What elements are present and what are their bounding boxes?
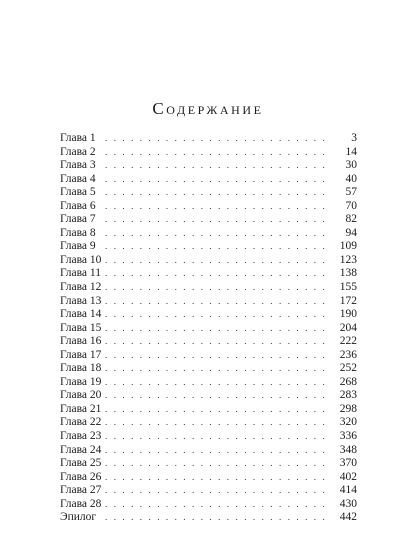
toc-entry-page-number: 155 bbox=[339, 281, 357, 294]
toc-entry[interactable] bbox=[60, 132, 357, 146]
toc-entry-page-number: 70 bbox=[345, 199, 357, 212]
table-of-contents bbox=[60, 132, 357, 525]
toc-entry-label: Глава 21 bbox=[60, 402, 102, 415]
toc-leader-dots bbox=[105, 308, 327, 322]
toc-entry[interactable] bbox=[60, 511, 357, 525]
toc-leader-dots bbox=[105, 335, 327, 349]
toc-entry-label: Глава 17 bbox=[60, 348, 102, 361]
toc-entry[interactable] bbox=[60, 159, 357, 173]
toc-entry-label: Глава 7 bbox=[60, 213, 96, 226]
toc-entry[interactable] bbox=[60, 457, 357, 471]
toc-leader-dots bbox=[105, 389, 327, 403]
toc-entry-page-number: 14 bbox=[345, 145, 357, 158]
toc-entry[interactable] bbox=[60, 403, 357, 417]
toc-entry-label: Глава 23 bbox=[60, 430, 102, 443]
toc-entry-label: Глава 15 bbox=[60, 321, 102, 334]
toc-leader-dots bbox=[105, 227, 327, 241]
toc-leader-dots bbox=[105, 213, 327, 227]
toc-leader-dots bbox=[105, 403, 327, 417]
toc-entry-page-number: 123 bbox=[339, 253, 357, 266]
toc-entry-label: Глава 28 bbox=[60, 497, 102, 510]
toc-entry-page-number: 57 bbox=[345, 186, 357, 199]
toc-entry[interactable] bbox=[60, 295, 357, 309]
toc-entry-label: Глава 25 bbox=[60, 457, 102, 470]
toc-entry-label: Глава 5 bbox=[60, 186, 96, 199]
toc-leader-dots bbox=[105, 132, 327, 146]
toc-entry-label: Глава 8 bbox=[60, 226, 96, 239]
toc-entry-label: Глава 11 bbox=[60, 267, 101, 280]
toc-entry-page-number: 442 bbox=[339, 511, 357, 524]
toc-entry-page-number: 298 bbox=[339, 402, 357, 415]
toc-entry[interactable] bbox=[60, 484, 357, 498]
toc-entry[interactable] bbox=[60, 254, 357, 268]
toc-entry-page-number: 320 bbox=[339, 416, 357, 429]
toc-entry-page-number: 30 bbox=[345, 159, 357, 172]
toc-entry-label: Глава 12 bbox=[60, 281, 102, 294]
toc-leader-dots bbox=[105, 430, 327, 444]
toc-entry[interactable] bbox=[60, 322, 357, 336]
toc-entry-page-number: 336 bbox=[339, 430, 357, 443]
toc-entry-page-number: 138 bbox=[339, 267, 357, 280]
toc-leader-dots bbox=[105, 416, 327, 430]
toc-entry-label: Эпилог bbox=[60, 511, 97, 524]
toc-entry-label: Глава 16 bbox=[60, 335, 102, 348]
toc-entry-page-number: 414 bbox=[339, 484, 357, 497]
toc-entry[interactable] bbox=[60, 349, 357, 363]
toc-entry[interactable] bbox=[60, 444, 357, 458]
toc-entry[interactable] bbox=[60, 376, 357, 390]
toc-entry[interactable] bbox=[60, 213, 357, 227]
toc-entry[interactable] bbox=[60, 471, 357, 485]
toc-entry[interactable] bbox=[60, 267, 357, 281]
toc-entry-page-number: 190 bbox=[339, 308, 357, 321]
toc-entry-page-number: 370 bbox=[339, 457, 357, 470]
toc-leader-dots bbox=[105, 457, 327, 471]
toc-entry-label: Глава 3 bbox=[60, 159, 96, 172]
toc-entry-label: Глава 4 bbox=[60, 172, 96, 185]
toc-entry-page-number: 430 bbox=[339, 497, 357, 510]
toc-entry-label: Глава 10 bbox=[60, 253, 102, 266]
toc-entry[interactable] bbox=[60, 430, 357, 444]
toc-entry[interactable] bbox=[60, 389, 357, 403]
toc-leader-dots bbox=[105, 322, 327, 336]
page-title: Содержание bbox=[152, 99, 264, 118]
toc-entry[interactable] bbox=[60, 227, 357, 241]
toc-entry-page-number: 109 bbox=[339, 240, 357, 253]
toc-leader-dots bbox=[105, 295, 327, 309]
toc-entry[interactable] bbox=[60, 200, 357, 214]
toc-entry-page-number: 40 bbox=[345, 172, 357, 185]
toc-leader-dots bbox=[105, 471, 327, 485]
toc-entry-label: Глава 19 bbox=[60, 375, 102, 388]
toc-entry[interactable] bbox=[60, 281, 357, 295]
toc-entry-page-number: 252 bbox=[339, 362, 357, 375]
toc-leader-dots bbox=[105, 349, 327, 363]
toc-entry[interactable] bbox=[60, 173, 357, 187]
toc-entry-label: Глава 1 bbox=[60, 132, 96, 144]
toc-entry[interactable] bbox=[60, 335, 357, 349]
toc-entry-page-number: 348 bbox=[339, 443, 357, 456]
toc-entry[interactable] bbox=[60, 308, 357, 322]
toc-entry[interactable] bbox=[60, 240, 357, 254]
toc-entry-label: Глава 24 bbox=[60, 443, 102, 456]
toc-entry-label: Глава 26 bbox=[60, 470, 102, 483]
toc-leader-dots bbox=[105, 484, 327, 498]
toc-leader-dots bbox=[105, 159, 327, 173]
toc-entry-label: Глава 6 bbox=[60, 199, 96, 212]
toc-entry[interactable] bbox=[60, 362, 357, 376]
toc-entry-page-number: 236 bbox=[339, 348, 357, 361]
toc-entry-page-number: 3 bbox=[351, 132, 357, 144]
toc-entry-label: Глава 14 bbox=[60, 308, 102, 321]
toc-entry-label: Глава 27 bbox=[60, 484, 102, 497]
toc-entry-page-number: 82 bbox=[345, 213, 357, 226]
toc-leader-dots bbox=[105, 362, 327, 376]
toc-entry-page-number: 268 bbox=[339, 375, 357, 388]
toc-entry-label: Глава 20 bbox=[60, 389, 102, 402]
toc-leader-dots bbox=[105, 511, 327, 525]
toc-entry[interactable] bbox=[60, 498, 357, 512]
toc-entry[interactable] bbox=[60, 186, 357, 200]
toc-entry-label: Глава 9 bbox=[60, 240, 96, 253]
toc-leader-dots bbox=[105, 200, 327, 214]
toc-entry[interactable] bbox=[60, 146, 357, 160]
toc-leader-dots bbox=[105, 146, 327, 160]
toc-entry-label: Глава 2 bbox=[60, 145, 96, 158]
toc-entry-page-number: 94 bbox=[345, 226, 357, 239]
toc-leader-dots bbox=[105, 267, 327, 281]
toc-leader-dots bbox=[105, 173, 327, 187]
toc-entry-label: Глава 13 bbox=[60, 294, 102, 307]
toc-entry-page-number: 222 bbox=[339, 335, 357, 348]
toc-leader-dots bbox=[105, 376, 327, 390]
toc-leader-dots bbox=[105, 254, 327, 268]
toc-leader-dots bbox=[105, 444, 327, 458]
toc-leader-dots bbox=[105, 186, 327, 200]
toc-entry-page-number: 204 bbox=[339, 321, 357, 334]
toc-entry-page-number: 283 bbox=[339, 389, 357, 402]
toc-entry[interactable] bbox=[60, 416, 357, 430]
toc-entry-page-number: 402 bbox=[339, 470, 357, 483]
toc-leader-dots bbox=[105, 498, 327, 512]
toc-leader-dots bbox=[105, 281, 327, 295]
toc-entry-page-number: 172 bbox=[339, 294, 357, 307]
toc-entry-label: Глава 18 bbox=[60, 362, 102, 375]
toc-entry-label: Глава 22 bbox=[60, 416, 102, 429]
toc-leader-dots bbox=[105, 240, 327, 254]
